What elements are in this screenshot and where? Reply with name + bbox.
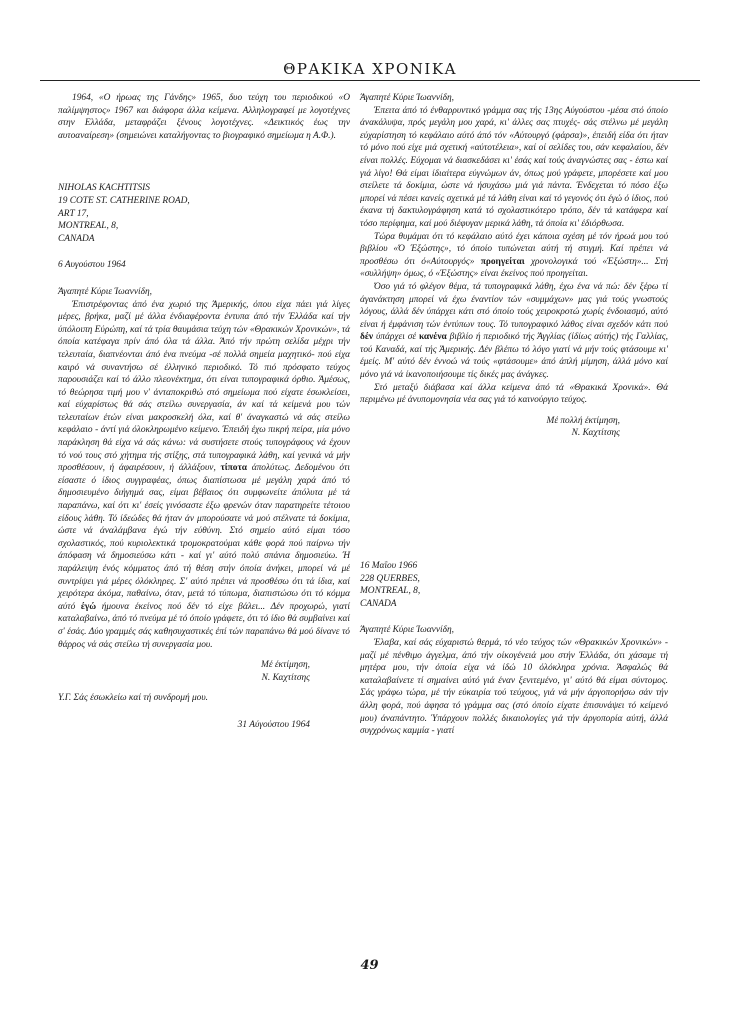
emphasized-word: προηγείται [480, 256, 525, 267]
letter-body-paragraph: Έλαβα, καί σάς εύχαριστώ θερμά, τό νέο τεύχος τών «Θρακικών Χρονικών» - μαζί μέ πένθιμο άγγελμα, άπό τήν οίκογένειά μου στήν Έλλάδα, ότι χάσαμε τή μητέρα μου, τήν όποία είχα νά ίδώ 10 όλόκληρα χρόνια. Άσφαλώς θά καταλαβαίνετε τί σημαίνει αύτό γιά έναν ξενιτεμένο, γι' αύτό θά είμαι σύντομος. Σάς γράφω τώρα, μέ τήν εύκαιρία τού τεύχους, γιά νά μήν άργοπορήσω σάν τήν άλλη φορά, πού άφησα τό γράμμα σας (στό όποίο είχατε έπισυνάψει τό κείμενό μου) άναπάντητο. Ύπάρχουν πολλές δικαιολογίες γιά τήν άργοπορία αύτή, άλλά συγχρόνως καμμία - γιατί [360, 638, 668, 737]
emphasized-word: έγώ [80, 601, 97, 612]
letter-salutation: Άγαπητέ Κύριε Ίωαννίδη, [360, 93, 454, 103]
sender-address [58, 182, 350, 245]
address-line: CANADA [360, 598, 397, 609]
address-line: MONTREAL, 8, [360, 586, 421, 597]
postscript: Υ.Γ. Σάς έσωκλείω καί τή συνδρομή μου. [58, 693, 209, 704]
letter-signature: Ν. Καχτίτσης [261, 672, 310, 683]
letter-body-paragraph [360, 231, 668, 281]
letter-sign-off: Μέ έκτίμηση, [261, 660, 310, 671]
sender-address [360, 573, 668, 611]
letter-date: 16 Μαΐου 1966 [360, 561, 418, 572]
letter-salutation: Άγαπητέ Κύριε Ίωαννίδη, [58, 286, 152, 297]
emphasized-word: κανένα [418, 332, 447, 343]
letter-body-paragraph [58, 299, 350, 652]
letter-body-text: ύπάρχει σέ [375, 332, 417, 343]
address-line: MONTREAL, 8, [58, 221, 119, 232]
letter-body-paragraph [360, 281, 668, 382]
emphasized-word: δέν [360, 332, 374, 343]
running-header: ΘΡΑΚΙΚΑ ΧΡΟΝΙΚΑ [283, 60, 457, 78]
address-line: 228 QUERBES, [360, 573, 420, 584]
left-column [58, 92, 350, 732]
letter-body-paragraph: Έπειτα άπό τό ένθαρρυντικό γράμμα σας τής 13ης Αύγούστου -μέσα στό όποίο άνακάλυψα, πρός μεγάλη μου χαρά, κι' άλλες σας πτυχές- σάς στέλνω μέ μεγάλη εύχαρίστηση τό κεφάλαιο αύτό άπό τόν «Αύτουργό (φάρσα)», έπειδή είδα ότι ήταν τό μόνο πού είχε μιά σχετική «αύτοτέλεια», καί οί σελίδες του, σάν κεφαλαίου, δέν είναι πολλές. Εύχομαι νά διασκεδάσει κι' έσάς καί τούς άναγνώστες σας - έστω καί γιά λίγο! Θά είμαι ίδιαίτερα εύγνώμων άν, όπως μού γράφετε, μπορέσετε καί μου στείλετε τά δοκίμια, ώστε νά ήσυχάσω μιά γιά πάντα. Ένδεχεται τό πόσο έξω μπορεί νά πέσει κανείς σχετικά μέ τά λάθη είναι καί τό γεγονός ότι έγώ ό ίδιος, πού έκανα τή δακτυλογράφηση κατά τό σχολαστικότερο τρόπο, δέν τά κατάφερα καί τόσο περίφημα, καί μού διέφυγαν μερικά λάθη, τά όποία κι' έδιόρθωσα. [360, 105, 668, 229]
address-line: NIHOLAS KACHTITSIS [58, 183, 150, 194]
address-line: 19 COTE ST. CATHERINE ROAD, [58, 195, 190, 206]
letter-body-text: βιβλίο ή περιοδικό τής Άγγλίας (ίδίως αύτής) τής Γαλλίας, τού Καναδά, καί τής Άμερικής. Δέν βλέπω τό λόγο γιατί νά μήν τούς φτάσουμε κι' έμείς. Μ' αύτό δέν έννοώ νά τούς «φτάσουμε» άπό άπλή μίμηση, άλλά μόνο καί μόνο γιά νά ίκανοποιήσουμε τίς δικές μας άνάγκες. [360, 332, 668, 381]
emphasized-word: τίποτα [220, 463, 248, 474]
letter-body-text: Έπιστρέφοντας άπό ένα χωριό της Άμερικής, όπου είχα πάει γιά λίγες μέρες, βρήκα, μαζί μέ άλλα ένδιαφέροντα έντυπα άπό τήν Έλλάδα καί τήν ύπόλοιπη Εύρώπη, καί τά τρία θαυμάσια τεύχη τών «Θρακικών Χρονικών», τά όποία κατέφαγα πρίν άπό όλα τά άλλα. Άπό τήν πρώτη σελίδα μέχρι τήν τελευταία, διαπνέονται άπό ένα πνεύμα -σέ πολλά σημεία μαχητικό- πού είχα καιρό νά συναντήσω σέ έλληνικό περιοδικό. Τό πιό πρόσφατο τεύχος παρουσιάζει καί τό άλλο πλεονέκτημα, ότι είναι τυπογραφικά όρθιο. Άμέσως, τό θεώρησα τιμή μου ν' άνταποκριθώ στό σημείωμα πού είχατε έσωκλείσει, καί εύχαρίστως θά σάς στείλω συνεργασία, άν καί τά κείμενά μου τών τελευταίων έτών είναι μακροσκελή όλα, καί θ' άναγκαστώ νά σάς στείλω κεφάλαιο - άντί γιά όλοκληρωμένο κείμενο. Έπειδή έχω πικρή πείρα, μία μόνο παράκληση θά είχα νά σάς κάνω: νά συστήσετε στούς τυπογράφους νά έχουν τό νού τους στό χήτημα τής στίξης, στά τυπογραφικά λάθη, καί γενικά νά μήν προσθέσουν, ή άφαιρέσουν, ή άλλάξουν, [58, 299, 350, 474]
letter-sign-off: Μέ πολλή έκτίμηση, [546, 415, 620, 426]
page-number: 49 [360, 958, 379, 973]
header-rule [40, 80, 700, 81]
letter-date: 31 Αύγούστου 1964 [237, 719, 310, 730]
letter-body-text: Τώρα θυμάμαι ότι τό κεφάλαιο αύτό έχει κάποια σχέση μέ τόν ήρωά μου τού βιβλίου «Ό Έξώστης», τό όποίο τυπώνεται αύτή τή στιγμή. Καί πρέπει νά προσθέσω ότι ό«Αύτουργός» [360, 231, 668, 267]
address-line: ART 17, [58, 208, 89, 219]
letter-salutation: Άγαπητέ Κύριε Ίωαννίδη, [360, 625, 454, 636]
letter-body-text: χρονολογικά τού «Έξώστη»... Στή «συλλήψη» όμως, ό «Έξώστης» είναι έκείνος πού προηγείται. [360, 256, 668, 280]
letter-body-paragraph: Στό μεταξύ διάβασα καί άλλα κείμενα άπό τά «Θρακικά Χρονικά». Θά περιμένω μέ άνυπομονησία νέα σας γιά τό καινούργιο τεύχος. [360, 382, 668, 406]
letter-body-text: Όσο γιά τό φλέγον θέμα, τά τυπογραφικά λάθη, έχω ένα νά πώ: δέν ξέρω τί άγανάκτηση μπορεί νά έχω έναντίον τών «συμμάχων» μας γιά τούς γνωστούς λόγους, άλλά δέν ύπάρχει κάτι στό όποίο τούς χειροκροτώ χωρίς ένδοιασμό, αύτό είναι ή έμφάνιση τών έντύπων τους. Τό τυπογραφικό λάθος είναι σχεδόν κάτι πού [360, 281, 668, 330]
address-line: CANADA [58, 233, 95, 244]
letter-date: 6 Αυγούστου 1964 [58, 260, 126, 271]
letter-body-text: άπολύτως. Δεδομένου ότι είσαστε ό ίδιος συγγραφέας, όπως διαπίστωσα μέ μεγάλη χαρά άπό τό δημοσιευμένο διήγημά σας, είμαι βέβαιος ότι συμφωνείτε άπόλυτα μέ τά παραπάνω, καί ότι κι' έσείς γινόσαστε έξω φρενών όταν παρατηρείτε τέτοιου είδους λάθη. Τό ίδεώδες θά ήταν άν μπορούσατε νά μού στέλνατε τά δοκίμια, ώστε νά άναλάμβανα έγώ τήν εύθύνη. Στό σημείο αύτό είμαι τόσο σχολαστικός, πού κυριολεκτικά τρομοκρατούμαι κάθε φορά πού παίρνω τήν άπόφαση νά δημοσιεύσω κάτι - καί γι' αύτό πολύ σπάνια δημοσιεύω. Ή παράλειψη ένός κόμματος άπό τή θέση στήν όποία άνήκει, μπορεί νά μέ συντρίψει γιά μέρες όλόκληρες. Σ' αύτό πρέπει νά προσθέσω ότι τά ίδια, καί χειρότερα άκόμα, παθαίνω, όταν, μετά τό τύπωμα, διαπιστώσω ότι τό κόμμα αύτό [58, 463, 351, 612]
right-column [360, 92, 668, 738]
bio-intro-paragraph: 1964, «Ο ήρωας της Γάνδης» 1965, δυο τεύχη του περιοδικού «Ο παλίμψηστος» 1967 και διάφορα άλλα κείμενα. Αλληλογραφεί με λογοτέχνες στην Ελλάδα, μεταφράζει ξένους λογοτέχνες. «Δεικτικός έως την αυτοαναίρεση» (σημειώνει καταλήγοντας το βιογραφικό σημείωμα η Α.Φ.). [58, 93, 350, 141]
letter-signature: Ν. Καχτίτσης [571, 428, 620, 439]
letter-body-text: ήμουνα έκείνος πού δέν τό είχε βάλει... Δέν προχωρώ, γιατί καταλαβαίνω, άπό τό πνεύμα μέ τό όποίο γράφετε, ότι τό ίδιο θά συμβαίνει καί σ' έσάς. Δύο γραμμές σάς καθησυχαστικές έπί τών παραπάνω θά μού δίνανε τό θάρρος νά σάς στείλω τή συνεργασία μου. [58, 601, 350, 650]
